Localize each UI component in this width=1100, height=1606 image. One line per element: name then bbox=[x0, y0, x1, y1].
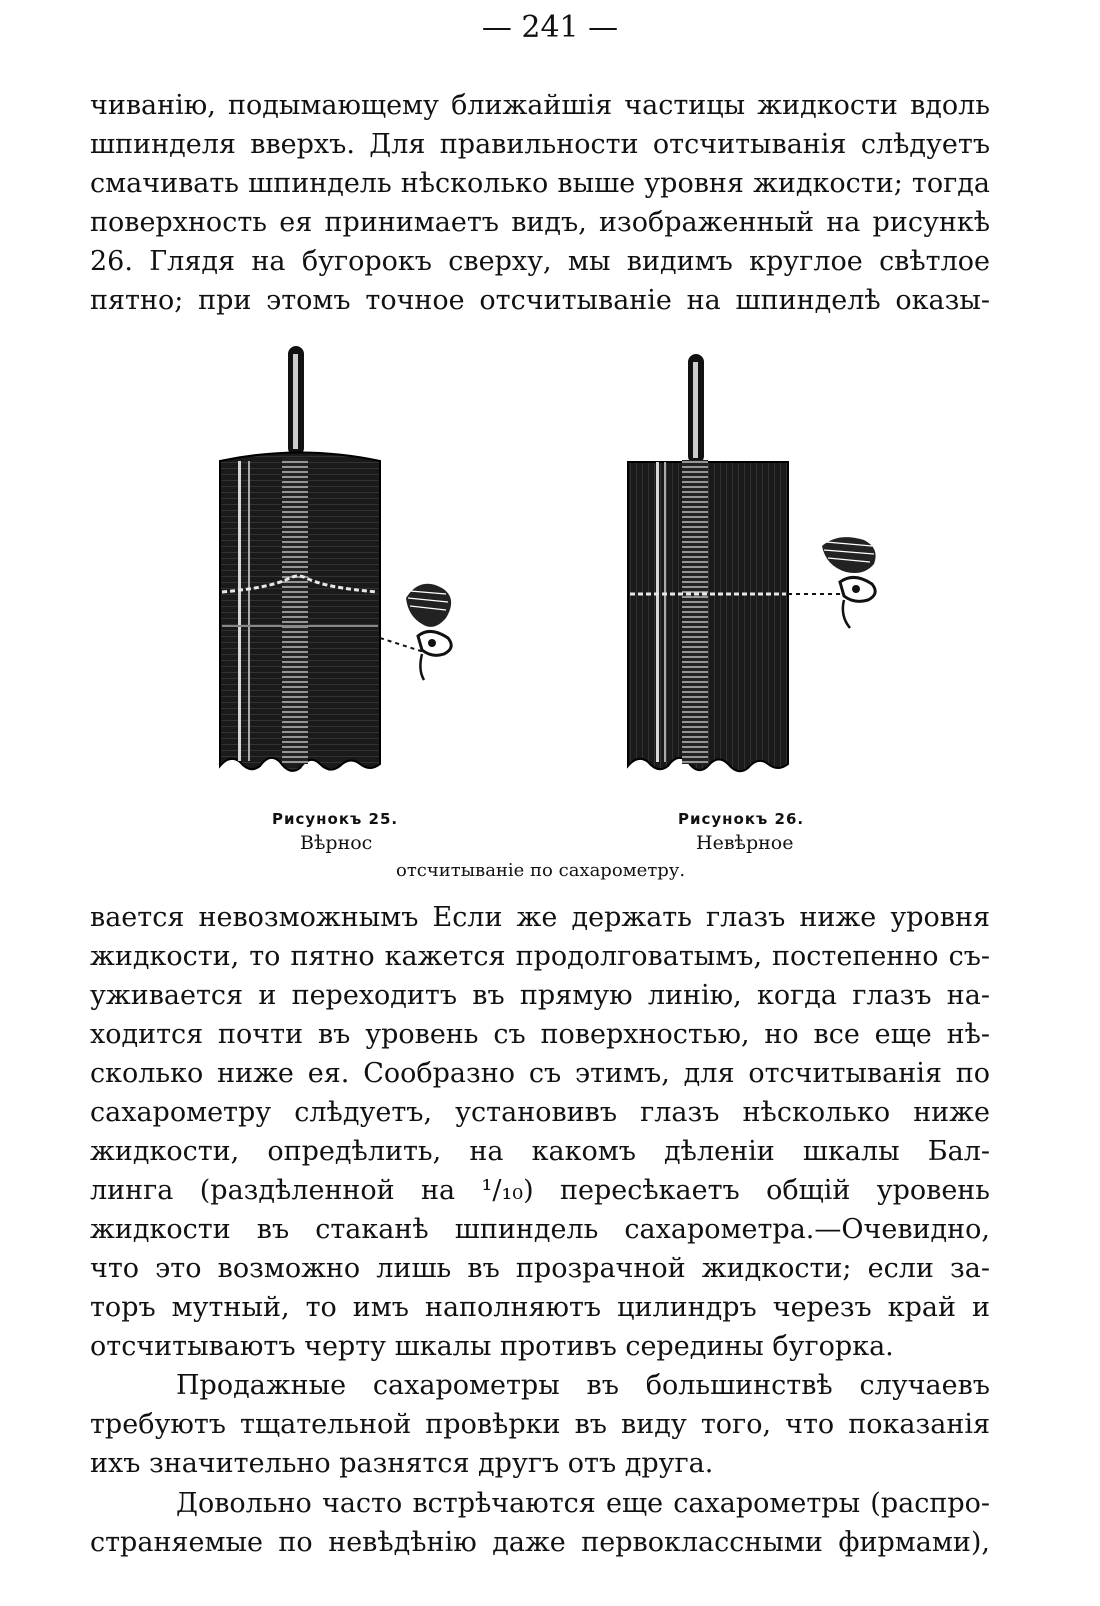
text-line: линга (раздѣленной на ¹/₁₀) пересѣкаетъ общій уровень bbox=[90, 1175, 990, 1206]
text-line: Довольно часто встрѣчаются еще сахарометры (распро- bbox=[176, 1488, 990, 1519]
text-line: требуютъ тщательной провѣрки въ виду того, что показанія bbox=[90, 1409, 990, 1440]
text-line: жидкости, опредѣлить, на какомъ дѣленіи шкалы Бал- bbox=[90, 1136, 990, 1167]
text-line: что это возможно лишь въ прозрачной жидкости; если за- bbox=[90, 1253, 990, 1284]
figures-area bbox=[0, 336, 1100, 828]
figure-26-caption: Невѣрное bbox=[696, 832, 794, 854]
figure-25-label: Рисунокъ 25. bbox=[272, 810, 399, 828]
text-line: торъ мутный, то имъ наполняютъ цилиндръ черезъ край и bbox=[90, 1292, 990, 1323]
figure-26-label: Рисунокъ 26. bbox=[678, 810, 805, 828]
eye-icon-25 bbox=[406, 584, 451, 680]
text-line: отсчитываютъ черту шкалы противъ середины бугорка. bbox=[90, 1331, 894, 1362]
figure-25-illustration bbox=[210, 336, 470, 786]
text-line: жидкости въ стаканѣ шпиндель сахарометра.—Очевидно, bbox=[90, 1214, 990, 1245]
text-line: страняемые по невѣдѣнію даже первоклассными фирмами), bbox=[90, 1527, 990, 1558]
text-line: 26. Глядя на бугорокъ сверху, мы видимъ круглое свѣтлое bbox=[90, 246, 990, 277]
text-line: ходится почти въ уровень съ поверхностью, но все еще нѣ- bbox=[90, 1019, 990, 1050]
paragraph-second bbox=[90, 1366, 990, 1483]
text-line: поверхность ея принимаетъ видъ, изображенный на рисункѣ bbox=[90, 207, 990, 238]
figure-26-illustration bbox=[618, 336, 898, 786]
paragraph-top bbox=[90, 86, 990, 320]
figures-common-caption: отсчитываніе по сахарометру. bbox=[396, 860, 686, 881]
text-line: смачивать шпиндель нѣсколько выше уровня жидкости; тогда bbox=[90, 168, 990, 199]
text-line: чиванію, подымающему ближайшія частицы жидкости вдоль bbox=[90, 90, 990, 121]
paragraph-third bbox=[90, 1484, 990, 1562]
text-line: сколько ниже ея. Сообразно съ этимъ, для отсчитыванія по bbox=[90, 1058, 990, 1089]
text-line: уживается и переходитъ въ прямую линію, когда глазъ на- bbox=[90, 980, 990, 1011]
text-line: шпинделя вверхъ. Для правильности отсчитыванія слѣдуетъ bbox=[90, 129, 990, 160]
eye-icon-26 bbox=[822, 537, 876, 628]
text-line: пятно; при этомъ точное отсчитываніе на шпинделѣ оказы- bbox=[90, 285, 990, 316]
text-line: Продажные сахарометры въ большинствѣ случаевъ bbox=[176, 1370, 990, 1401]
text-line: вается невозможнымъ Если же держать глазъ ниже уровня bbox=[90, 902, 990, 933]
text-line: ихъ значительно разнятся другъ отъ друга. bbox=[90, 1448, 714, 1479]
text-line: жидкости, то пятно кажется продолговатымъ, постепенно съ- bbox=[90, 941, 990, 972]
text-line: сахарометру слѣдуетъ, установивъ глазъ нѣсколько ниже bbox=[90, 1097, 990, 1128]
page-number: — 241 — bbox=[481, 10, 619, 45]
paragraph-middle bbox=[90, 898, 990, 1366]
figure-25-caption: Вѣрнос bbox=[300, 832, 373, 854]
